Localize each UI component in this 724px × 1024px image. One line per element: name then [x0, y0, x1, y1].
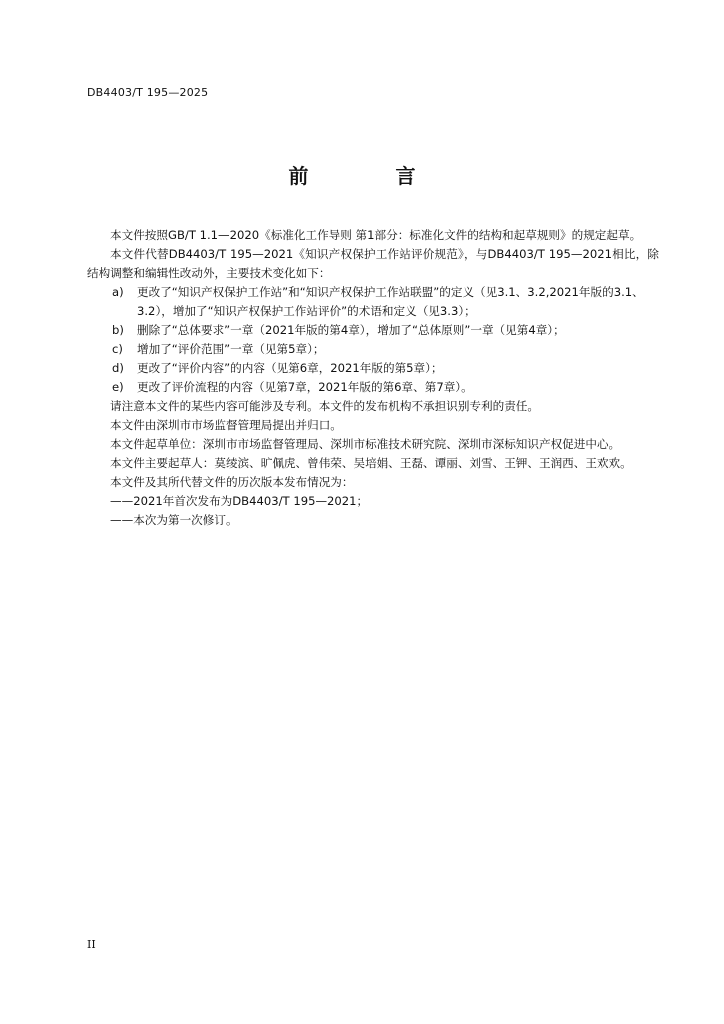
- list-item-mark: c): [112, 342, 123, 356]
- list-item-mark: a): [112, 285, 124, 299]
- paragraph-patent-notice: 请注意本文件的某些内容可能涉及专利。本文件的发布机构不承担识别专利的责任。: [110, 399, 539, 413]
- history-item: ——2021年首次发布为DB4403/T 195—2021；: [110, 494, 369, 508]
- paragraph-drafting-units: 本文件起草单位：深圳市市场监督管理局、深圳市标准技术研究院、深圳市深标知识产权促进中心。: [110, 437, 621, 451]
- list-item: [87, 340, 659, 359]
- paragraph-drafting-rules: 本文件按照GB/T 1.1—2020《标准化工作导则 第1部分：标准化文件的结构和起草规则》的规定起草。: [110, 228, 642, 242]
- list-item-text: 增加了“评价范围”一章（见第5章）；: [137, 342, 325, 356]
- standard-code: DB4403/T 195—2025: [87, 86, 209, 99]
- list-item: [87, 359, 659, 378]
- history-item: ——本次为第一次修订。: [110, 513, 238, 527]
- page-number: II: [87, 938, 96, 951]
- document-body: [87, 226, 659, 530]
- list-item-text: 更改了“知识产权保护工作站”和“知识产权保护工作站联盟”的定义（见3.1、3.2,2021年版的3.1、3.2），增加了“知识产权保护工作站评价”的术语和定义（见3.3）；: [137, 285, 644, 318]
- list-item: [87, 378, 659, 397]
- list-item-mark: d): [112, 361, 124, 375]
- paragraph-proposer: 本文件由深圳市市场监督管理局提出并归口。: [110, 418, 342, 432]
- paragraph-replacement: 本文件代替DB4403/T 195—2021《知识产权保护工作站评价规范》，与DB4403/T 195—2021相比，除结构调整和编辑性改动外，主要技术变化如下：: [87, 247, 659, 280]
- list-item-text: 删除了“总体要求”一章（2021年版的第4章），增加了“总体原则”一章（见第4章）；: [137, 323, 565, 337]
- list-item: [87, 321, 659, 340]
- page-title: 前 言: [288, 164, 456, 188]
- list-item-mark: b): [112, 323, 124, 337]
- list-item-mark: e): [112, 380, 124, 394]
- paragraph-drafters: 本文件主要起草人：莫绫滨、旷佩虎、曾伟荣、吴培娟、王磊、谭丽、刘雪、王钾、王润西、王欢欢。: [110, 456, 632, 470]
- paragraph-version-history: 本文件及其所代替文件的历次版本发布情况为：: [110, 475, 354, 489]
- list-item-text: 更改了评价流程的内容（见第7章，2021年版的第6章、第7章）。: [137, 380, 473, 394]
- list-item: [87, 283, 659, 321]
- list-item-text: 更改了“评价内容”的内容（见第6章，2021年版的第5章）；: [137, 361, 443, 375]
